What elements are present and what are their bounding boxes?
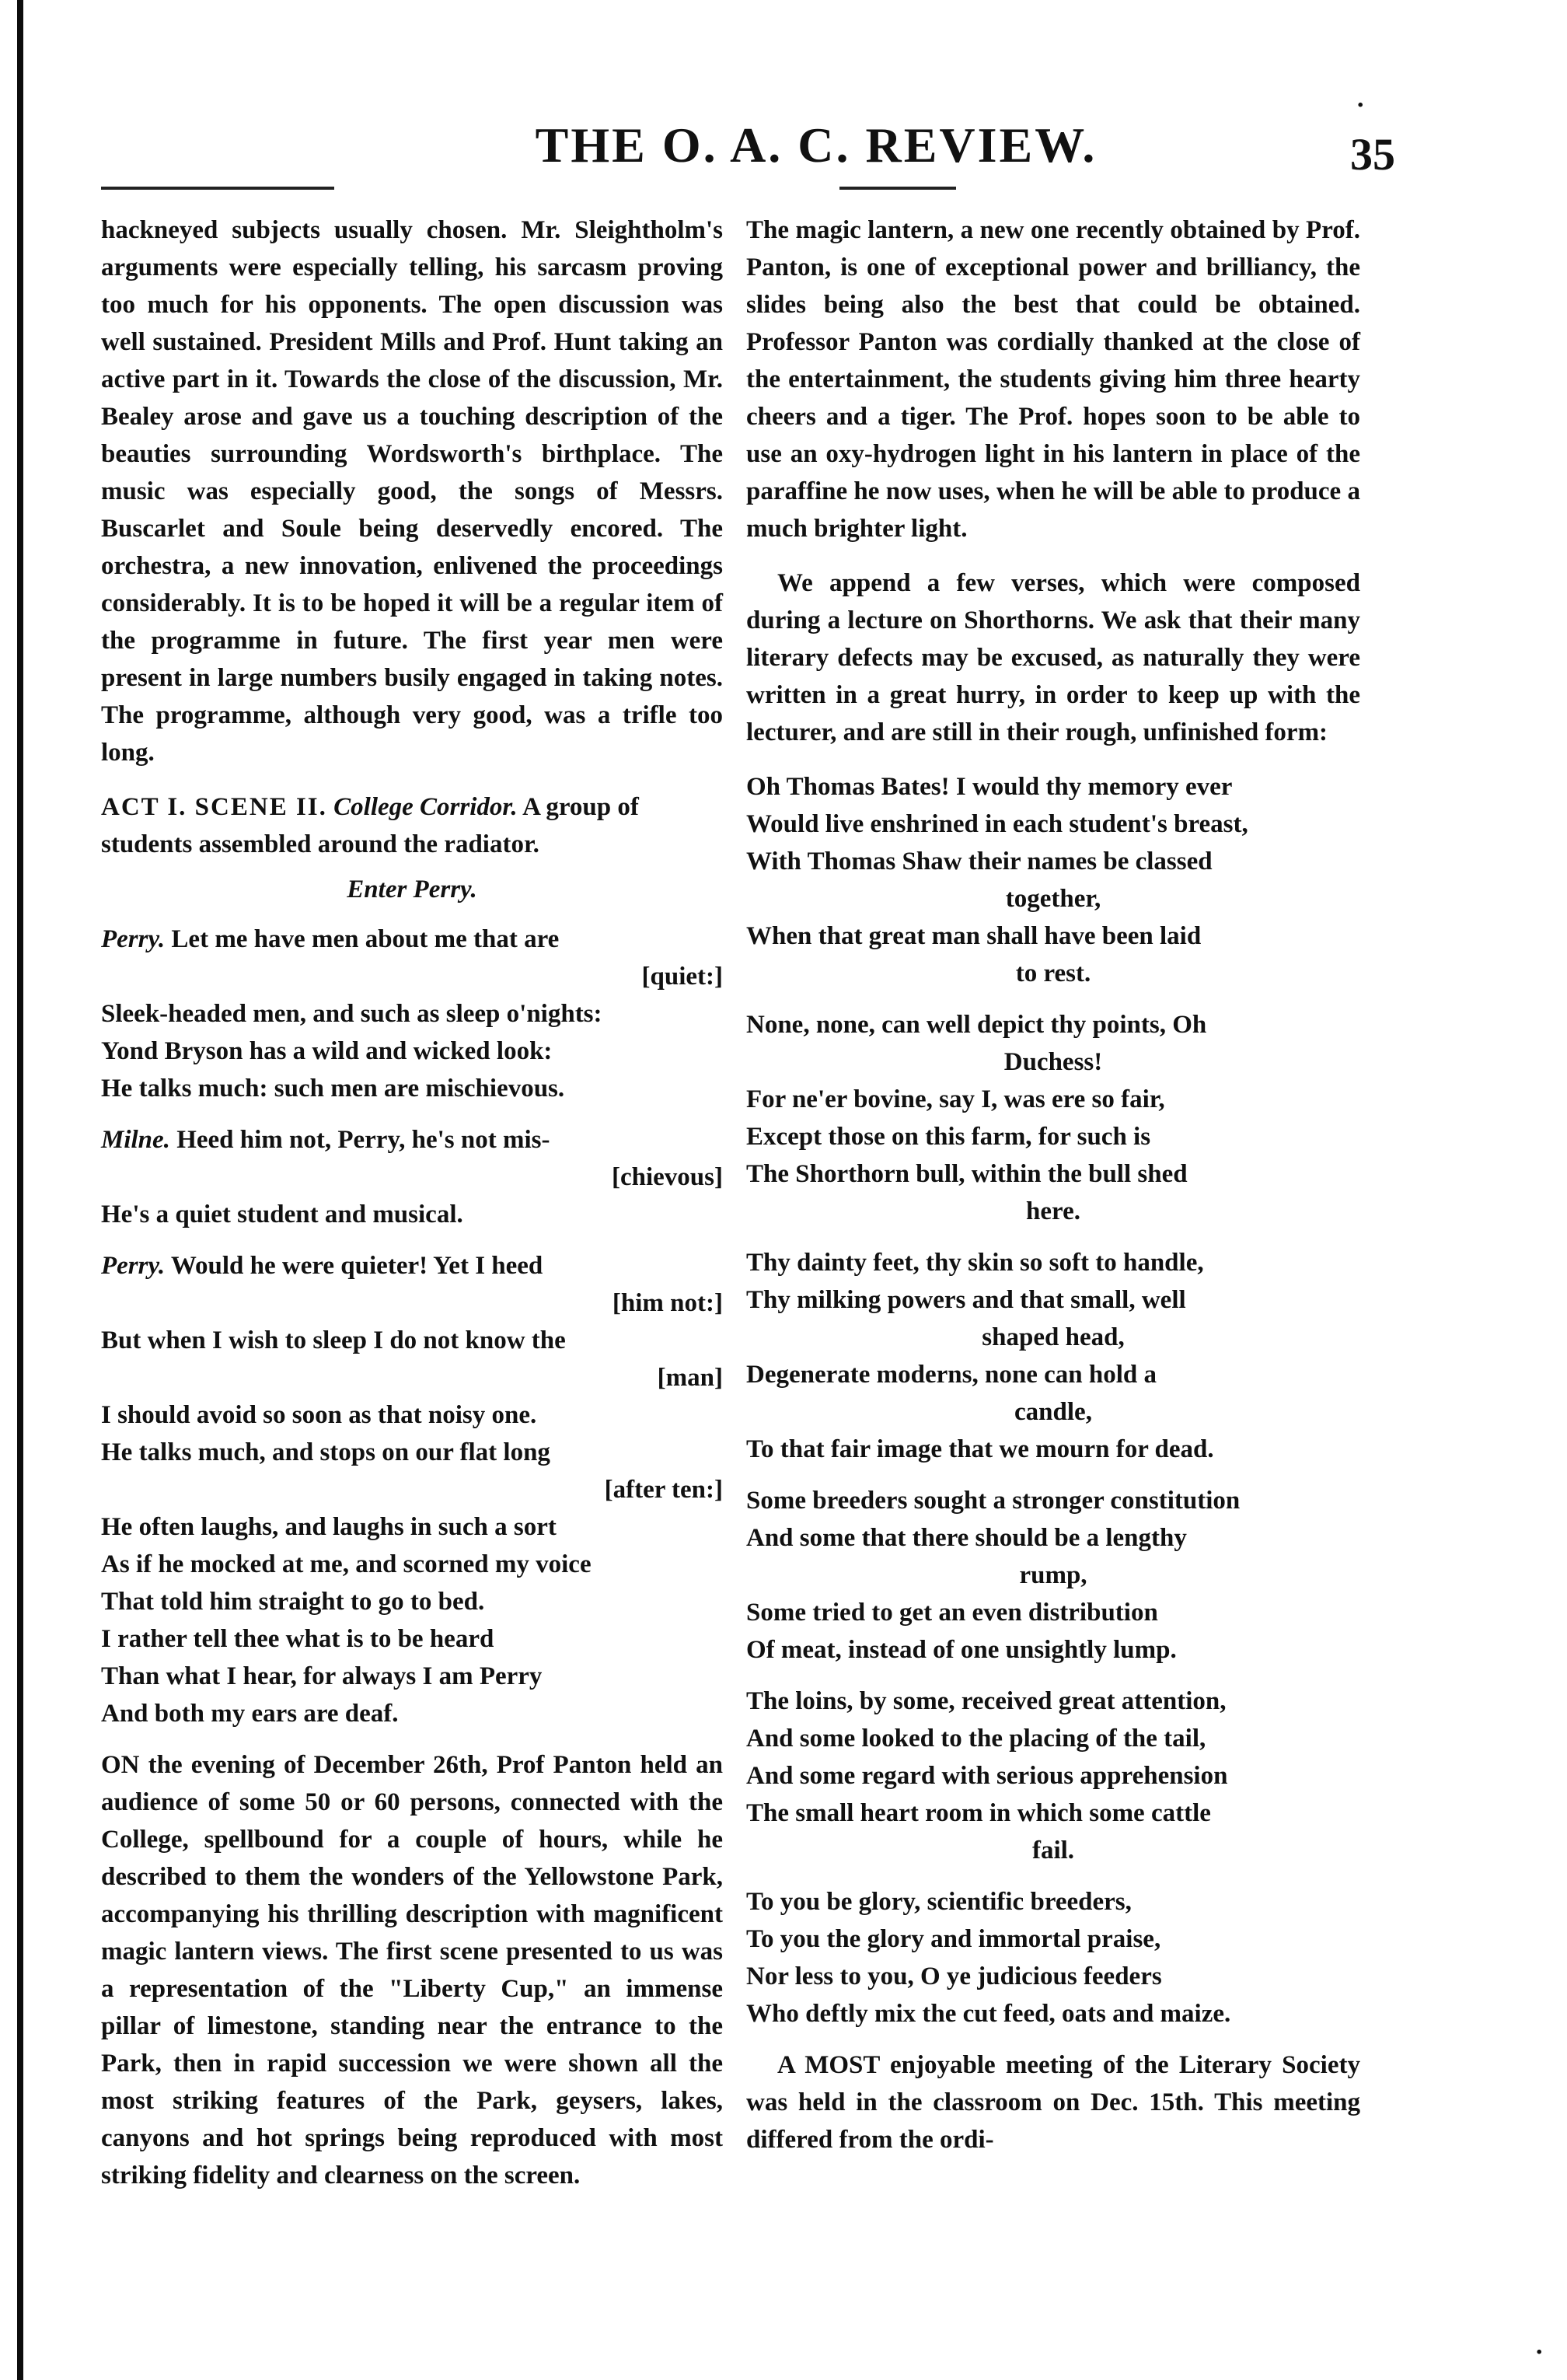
perry-speech-2: [101, 1247, 723, 1732]
bracket-continuation: [chievous]: [612, 1163, 723, 1191]
bracket-continuation: [quiet:]: [641, 963, 723, 991]
verse-line: When that great man shall have been laid: [746, 922, 1202, 950]
verse-line: Some breeders sought a stronger constitution: [746, 1487, 1241, 1515]
verse-line: Oh Thomas Bates! I would thy memory ever: [746, 773, 1233, 801]
verse-line: Thy milking powers and that small, well: [746, 1286, 1186, 1314]
verse-line: As if he mocked at me, and scorned my voice: [101, 1550, 592, 1578]
bracket-continuation: [after ten:]: [604, 1476, 723, 1504]
verse-line: To that fair image that we mourn for dead.: [746, 1435, 1214, 1463]
verse-line: Milne. Heed him not, Perry, he's not mis-: [101, 1126, 550, 1154]
verse-line: Thy dainty feet, thy skin so soft to handle,: [746, 1249, 1204, 1277]
verse-continuation: rump,: [1019, 1561, 1087, 1589]
left-paragraph-1: hackneyed subjects usually chosen. Mr. Sleightholm's arguments were especially telling, his sarcasm proving too much for his opponents. The open discussion was well sustained. President Mills and Prof. Hunt taking an active part in it. Towards the close of the discussion, Mr. Bealey arose and gave us a touching description of the beauties surrounding Wordsworth's birthplace. The music was especially good, the songs of Messrs. Buscarlet and Soule being deservedly encored. The orchestra, a new innovation, enlivened the proceedings considerably. It is to be hoped it will be a regular item of the programme in future. The first year men were present in large numbers busily engaged in taking notes. The programme, although very good, was a trifle too long.: [101, 216, 723, 767]
left-header-rule: [101, 187, 334, 190]
poem-stanza-2: [746, 1006, 1360, 1230]
stage-direction-enter: Enter Perry.: [347, 875, 477, 903]
verse-line: The loins, by some, received great attention,: [746, 1687, 1227, 1715]
verse-line: And some that there should be a lengthy: [746, 1524, 1187, 1552]
verse-line: The small heart room in which some cattle: [746, 1799, 1211, 1827]
poem-stanza-1: [746, 768, 1360, 992]
verse-line: Than what I hear, for always I am Perry: [101, 1662, 543, 1690]
poem-stanza-3: [746, 1244, 1360, 1468]
verse-continuation: here.: [1026, 1197, 1080, 1225]
left-column: [101, 211, 723, 2211]
verse-continuation: fail.: [1031, 1837, 1075, 1865]
right-paragraph-2: We append a few verses, which were composed during a lecture on Shorthorns. We ask that their many literary defects may be excused, as naturally they were written in a great hurry, in order to keep up with the lecturer, and are still in their rough, unfinished form:: [746, 569, 1360, 746]
verse-line: He often laughs, and laughs in such a sort: [101, 1513, 557, 1541]
verse-continuation: shaped head,: [982, 1323, 1125, 1351]
page-speck: .: [1356, 86, 1365, 113]
verse-line: Perry. Would he were quieter! Yet I heed: [101, 1252, 543, 1280]
verse-line: Yond Bryson has a wild and wicked look:: [101, 1037, 553, 1065]
verse-line: Some tried to get an even distribution: [746, 1599, 1158, 1627]
verse-line: I should avoid so soon as that noisy one.: [101, 1401, 537, 1429]
verse-line: With Thomas Shaw their names be classed: [746, 848, 1213, 875]
verse-line: He talks much, and stops on our flat long: [101, 1438, 550, 1466]
verse-line: None, none, can well depict thy points, Oh: [746, 1011, 1207, 1039]
verse-line: For ne'er bovine, say I, was ere so fair,: [746, 1085, 1165, 1113]
verse-line: The Shorthorn bull, within the bull shed: [746, 1160, 1188, 1188]
page-edge-shadow: [17, 0, 23, 2380]
scene-place: College Corridor.: [333, 793, 518, 821]
left-paragraph-2: ON the evening of December 26th, Prof Panton held an audience of some 50 or 60 persons, connected with the College, spellbound for a couple of hours, while he described to them the wonders of the Yellowstone Park, accompanying his thrilling description with magnificent magic lantern views. The first scene presented to us was a representation of the "Liberty Cup," an immense pillar of limestone, standing near the entrance to the Park, then in rapid succession we were shown all the most striking features of the Park, geysers, lakes, canyons and hot springs being reproduced with most striking fidelity and clearness on the screen.: [101, 1751, 723, 2190]
scene-act: ACT I. SCENE II.: [101, 793, 327, 821]
verse-line: Perry. Let me have men about me that are: [101, 925, 560, 953]
verse-line: He talks much: such men are mischievous.: [101, 1075, 565, 1103]
speaker-name: Perry.: [101, 925, 166, 953]
verse-line: Except those on this farm, for such is: [746, 1123, 1151, 1151]
verse-line: Would live enshrined in each student's breast,: [746, 810, 1248, 838]
right-header-rule: [839, 187, 956, 190]
milne-speech: [101, 1121, 723, 1233]
verse-line: I rather tell thee what is to be heard: [101, 1625, 494, 1653]
right-column: [746, 211, 1360, 2176]
page-title: THE O. A. C. REVIEW.: [535, 117, 1098, 173]
poem-stanza-6: [746, 1883, 1360, 2032]
verse-line: Degenerate moderns, none can hold a: [746, 1361, 1157, 1389]
page-speck: .: [1535, 2333, 1544, 2360]
right-paragraph-3: A MOST enjoyable meeting of the Literary Society was held in the classroom on Dec. 15th. This meeting differed from the ordi-: [746, 2051, 1360, 2154]
verse-line: And some regard with serious apprehension: [746, 1762, 1228, 1790]
bracket-continuation: [man]: [657, 1364, 723, 1392]
bracket-continuation: [him not:]: [612, 1289, 723, 1317]
speaker-name: Milne.: [101, 1126, 170, 1154]
verse-line: And some looked to the placing of the tail,: [746, 1725, 1206, 1753]
verse-line: He's a quiet student and musical.: [101, 1200, 463, 1228]
verse-continuation: to rest.: [1015, 959, 1091, 987]
verse-continuation: Duchess!: [1003, 1048, 1103, 1076]
poem-stanza-4: [746, 1482, 1360, 1669]
verse-line: Sleek-headed men, and such as sleep o'nights:: [101, 1000, 602, 1028]
verse-line: Nor less to you, O ye judicious feeders: [746, 1962, 1162, 1990]
perry-speech-1: [101, 921, 723, 1107]
verse-line: Of meat, instead of one unsightly lump.: [746, 1636, 1177, 1664]
scene-description: A group of students assembled around the radiator.: [101, 793, 639, 858]
speaker-name: Perry.: [101, 1252, 166, 1280]
verse-line: And both my ears are deaf.: [101, 1700, 399, 1728]
page-number: 35: [1350, 129, 1395, 180]
scene-heading: [101, 788, 723, 863]
verse-line: Who deftly mix the cut feed, oats and maize.: [746, 2000, 1231, 2028]
poem-stanza-5: [746, 1683, 1360, 1869]
right-paragraph-1: The magic lantern, a new one recently obtained by Prof. Panton, is one of exceptional power and brilliancy, the slides being also the best that could be obtained. Professor Panton was cordially thanked at the close of the entertainment, the students giving him three hearty cheers and a tiger. The Prof. hopes soon to be able to use an oxy-hydrogen light in his lantern in place of the paraffine he now uses, when he will be able to produce a much brighter light.: [746, 216, 1360, 543]
verse-line: To you be glory, scientific breeders,: [746, 1888, 1132, 1916]
verse-line: To you the glory and immortal praise,: [746, 1925, 1161, 1953]
verse-line: But when I wish to sleep I do not know the: [101, 1326, 566, 1354]
verse-line: That told him straight to go to bed.: [101, 1588, 485, 1616]
verse-continuation: candle,: [1014, 1398, 1092, 1426]
verse-continuation: together,: [1005, 885, 1101, 913]
